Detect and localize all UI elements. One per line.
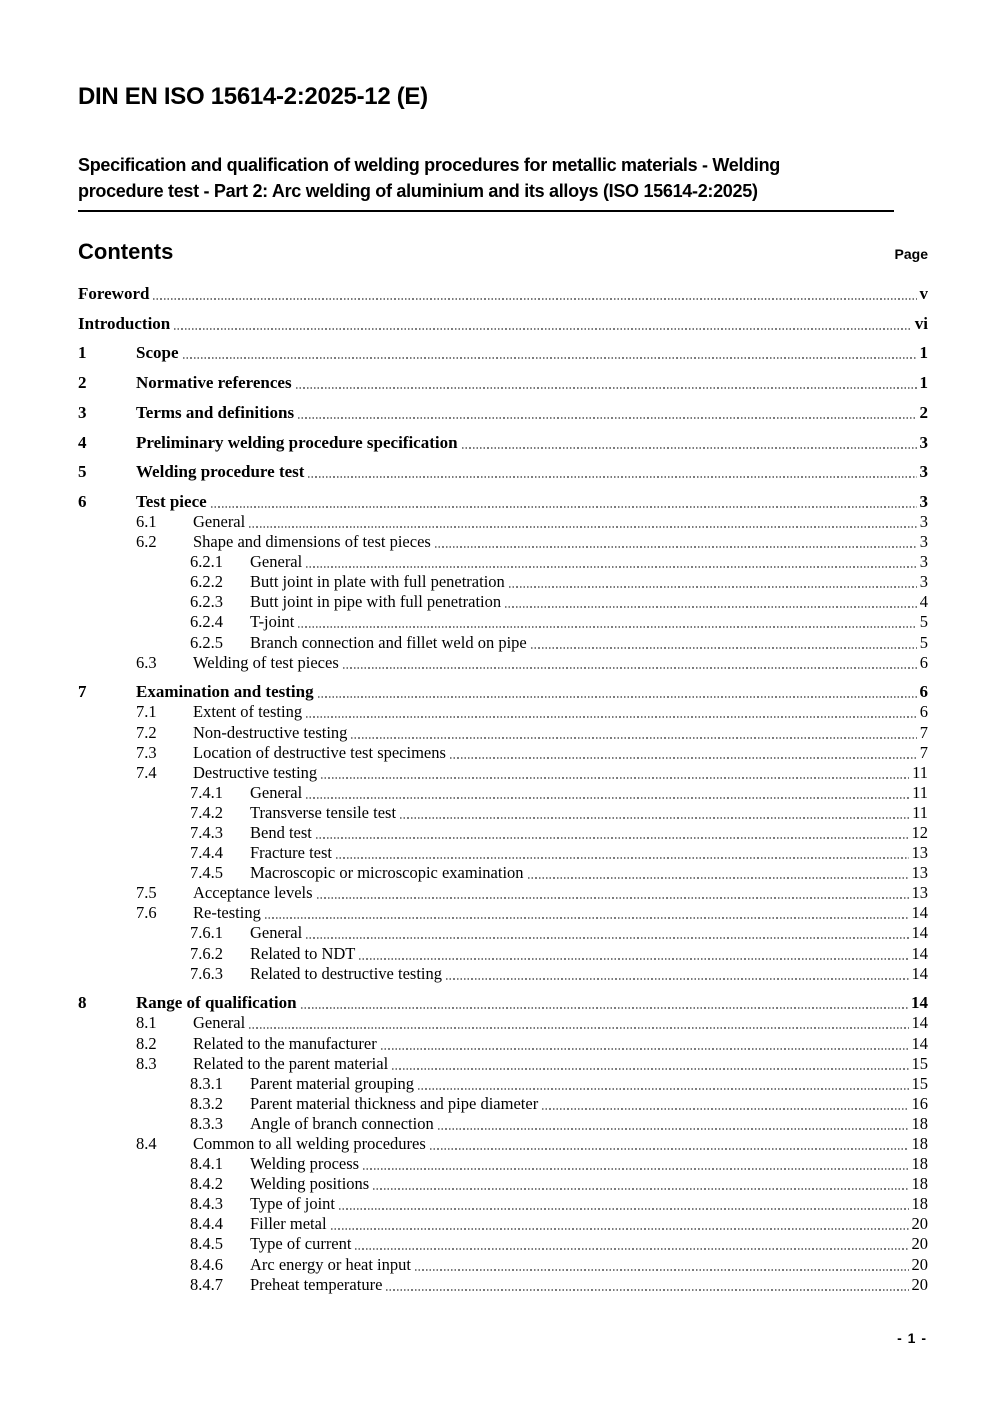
toc-entry-title: Arc energy or heat input	[250, 1254, 411, 1274]
toc-entry	[78, 653, 928, 673]
toc-leader-dots	[249, 526, 917, 528]
toc-entry-number: 8.3.3	[190, 1113, 223, 1133]
toc-entry-number: 7.2	[136, 722, 157, 742]
toc-entry-page: 18	[911, 1154, 928, 1174]
toc-entry-page: vi	[914, 313, 928, 333]
document-title	[78, 152, 894, 212]
toc-entry-number: 8.4.5	[190, 1234, 223, 1254]
toc-entry	[78, 803, 928, 823]
toc-entry-page: 18	[911, 1174, 928, 1194]
toc-entry-number: 8.3	[136, 1053, 157, 1073]
toc-entry	[78, 492, 928, 512]
toc-entry-page: 1	[919, 373, 928, 393]
toc-leader-dots	[339, 1208, 909, 1210]
page-column-label: Page	[894, 246, 928, 262]
toc-leader-dots	[336, 857, 908, 859]
toc-entry-number: 7.6.1	[190, 923, 223, 943]
toc-entry-page: 3	[919, 532, 928, 552]
toc-entry	[78, 823, 928, 843]
toc-entry	[78, 993, 928, 1013]
toc-entry-title: Welding of test pieces	[193, 652, 339, 672]
toc-leader-dots	[318, 696, 917, 698]
toc-entry-title: Welding procedure test	[136, 462, 305, 482]
toc-leader-dots	[153, 298, 916, 300]
toc-entry	[78, 284, 928, 304]
toc-entry-page: 3	[919, 512, 928, 531]
toc-entry	[78, 943, 928, 963]
toc-entry-page: 20	[911, 1274, 928, 1294]
toc-entry-page: 6	[919, 682, 928, 702]
toc-entry	[78, 964, 928, 984]
toc-entry-page: 13	[911, 843, 928, 863]
toc-entry-page: 11	[912, 782, 928, 802]
toc-leader-dots	[531, 647, 917, 649]
toc-entry	[78, 612, 928, 632]
toc-entry-number: 6.2.4	[190, 612, 223, 632]
toc-entry-page: 11	[912, 762, 928, 782]
toc-entry-number: 8.4.4	[190, 1214, 223, 1234]
toc-entry-title: Range of qualification	[136, 993, 297, 1013]
toc-entry	[78, 903, 928, 923]
toc-leader-dots	[435, 546, 917, 548]
toc-entry-title: General	[250, 552, 303, 572]
toc-entry-page: 14	[911, 1013, 928, 1033]
toc-entry-title: Related to the manufacturer	[193, 1033, 377, 1053]
toc-entry	[78, 682, 928, 702]
toc-entry-number: 7.6	[136, 903, 157, 923]
toc-entry	[78, 343, 928, 363]
toc-entry-page: 13	[911, 863, 928, 883]
toc-entry-number: 7.3	[136, 742, 157, 762]
toc-entry-page: 15	[911, 1073, 928, 1093]
toc-leader-dots	[450, 757, 917, 759]
toc-entry-page: 16	[911, 1093, 928, 1113]
toc-entry-number: 6.2.1	[190, 552, 223, 572]
toc-entry-page: 7	[919, 742, 928, 762]
toc-entry-number: 7.4	[136, 762, 157, 782]
toc-entry-title: Examination and testing	[136, 682, 314, 702]
toc-leader-dots	[400, 817, 909, 819]
toc-entry-number: 8.4	[136, 1134, 157, 1153]
toc-leader-dots	[373, 1188, 908, 1190]
toc-entry-title: General	[193, 512, 246, 531]
toc-entry	[78, 1013, 928, 1033]
toc-entry-page: 2	[919, 402, 928, 422]
toc-entry	[78, 783, 928, 803]
toc-entry-title: Type of joint	[250, 1194, 335, 1214]
toc-entry	[78, 863, 928, 883]
toc-entry-title: Extent of testing	[193, 702, 303, 722]
toc-leader-dots	[509, 586, 917, 588]
toc-entry	[78, 512, 928, 532]
toc-entry-page: 11	[912, 802, 928, 822]
toc-entry-title: Preliminary welding procedure specification	[136, 432, 458, 452]
toc-leader-dots	[249, 1027, 908, 1029]
toc-entry-page: 18	[911, 1113, 928, 1133]
toc-entry-number: 8.3.1	[190, 1073, 223, 1093]
toc-entry-title: General	[250, 923, 303, 943]
toc-entry-number: 7.6.3	[190, 963, 223, 983]
toc-entry-title: Introduction	[78, 313, 171, 333]
toc-leader-dots	[430, 1148, 909, 1150]
toc-entry-title: Parent material grouping	[250, 1073, 415, 1093]
toc-entry-number: 7.6.2	[190, 943, 223, 963]
toc-leader-dots	[183, 357, 917, 359]
toc-entry-number: 8.1	[136, 1013, 157, 1033]
toc-entry	[78, 373, 928, 393]
toc-entry-number: 6.2.3	[190, 592, 223, 612]
toc-entry-title: Parent material thickness and pipe diameter	[250, 1093, 539, 1113]
toc-entry-page: 3	[919, 552, 928, 572]
toc-entry-title: Re-testing	[193, 903, 261, 923]
toc-entry	[78, 1174, 928, 1194]
toc-leader-dots	[265, 917, 909, 919]
toc-entry	[78, 592, 928, 612]
toc-entry-page: 6	[919, 652, 928, 672]
toc-entry-page: 14	[911, 943, 928, 963]
toc-entry-number: 7.5	[136, 883, 157, 903]
toc-entry-title: Welding process	[250, 1154, 360, 1174]
toc-entry	[78, 552, 928, 572]
toc-entry-number: 8.4.3	[190, 1194, 223, 1214]
toc-leader-dots	[308, 476, 916, 478]
toc-leader-dots	[359, 958, 908, 960]
toc-entry-title: Destructive testing	[193, 762, 318, 782]
toc-entry-number: 8.3.2	[190, 1093, 223, 1113]
toc-entry-page: 13	[911, 883, 928, 903]
toc-entry	[78, 432, 928, 452]
toc-entry-page: 20	[911, 1254, 928, 1274]
toc-entry-title: Fracture test	[250, 843, 333, 863]
toc-entry-number: 5	[78, 462, 87, 482]
toc-entry	[78, 1094, 928, 1114]
toc-leader-dots	[363, 1168, 908, 1170]
toc-entry-title: Foreword	[78, 284, 150, 304]
toc-entry-page: 5	[919, 612, 928, 632]
toc-entry	[78, 572, 928, 592]
toc-entry-title: Terms and definitions	[136, 402, 295, 422]
toc-entry-title: Non-destructive testing	[193, 722, 348, 742]
toc-leader-dots	[306, 797, 909, 799]
toc-entry-page: 3	[919, 572, 928, 592]
toc-leader-dots	[415, 1269, 909, 1271]
toc-entry-page: 5	[919, 632, 928, 652]
toc-entry-page: 6	[919, 702, 928, 722]
toc-entry-number: 7.4.5	[190, 863, 223, 883]
toc-leader-dots	[381, 1048, 909, 1050]
toc-entry-number: 7	[78, 682, 87, 702]
toc-entry-title: Butt joint in pipe with full penetration	[250, 592, 502, 612]
toc-entry-title: T-joint	[250, 612, 295, 632]
toc-entry-title: Transverse tensile test	[250, 802, 397, 822]
toc-entry-title: Location of destructive test specimens	[193, 742, 446, 762]
toc-entry-title: Butt joint in plate with full penetration	[250, 572, 505, 592]
toc-entry-page: 15	[911, 1053, 928, 1073]
toc-leader-dots	[174, 328, 912, 330]
toc-entry-page: 14	[911, 963, 928, 983]
toc-entry-title: Related to NDT	[250, 943, 356, 963]
toc-leader-dots	[351, 737, 916, 739]
toc-leader-dots	[542, 1108, 908, 1110]
toc-entry-title: Common to all welding procedures	[193, 1134, 426, 1153]
toc-leader-dots	[321, 777, 909, 779]
toc-leader-dots	[505, 606, 917, 608]
toc-entry-number: 1	[78, 343, 87, 363]
toc-entry	[78, 1054, 928, 1074]
toc-entry-number: 6	[78, 491, 87, 511]
toc-leader-dots	[317, 897, 909, 899]
toc-entry	[78, 1134, 928, 1154]
toc-entry-page: 1	[919, 343, 928, 363]
toc-entry-number: 8.2	[136, 1033, 157, 1053]
toc-entry-number: 7.4.1	[190, 782, 223, 802]
toc-entry	[78, 763, 928, 783]
toc-entry-title: Scope	[136, 343, 179, 363]
toc-entry-page: 3	[919, 432, 928, 452]
toc-entry	[78, 1254, 928, 1274]
toc-entry	[78, 1234, 928, 1254]
toc-entry-title: Filler metal	[250, 1214, 327, 1234]
toc-entry	[78, 462, 928, 482]
toc-entry	[78, 923, 928, 943]
toc-entry-page: 4	[919, 592, 928, 612]
toc-entry-title: Related to destructive testing	[250, 963, 442, 983]
toc-entry-title: Related to the parent material	[193, 1053, 389, 1073]
document-title-line-2: procedure test - Part 2: Arc welding of aluminium and its alloys (ISO 15614-2:2025)	[78, 181, 758, 201]
toc-entry-number: 6.3	[136, 652, 157, 672]
toc-leader-dots	[306, 937, 908, 939]
toc-entry-title: Acceptance levels	[193, 883, 313, 903]
toc-leader-dots	[298, 626, 916, 628]
toc-leader-dots	[211, 506, 917, 508]
toc-entry-number: 2	[78, 373, 87, 393]
toc-entry-page: 3	[919, 491, 928, 511]
contents-header-bar	[78, 240, 928, 264]
toc-entry	[78, 1033, 928, 1053]
toc-entry-title: Normative references	[136, 373, 292, 393]
toc-leader-dots	[438, 1128, 909, 1130]
toc-entry-title: Branch connection and fillet weld on pipe	[250, 632, 527, 652]
toc-leader-dots	[306, 716, 917, 718]
toc-leader-dots	[298, 417, 916, 419]
toc-entry-title: Macroscopic or microscopic examination	[250, 863, 524, 883]
toc-entry	[78, 314, 928, 334]
toc-entry	[78, 532, 928, 552]
toc-entry-title: Angle of branch connection	[250, 1113, 434, 1133]
toc-leader-dots	[316, 837, 909, 839]
toc-entry-title: Type of current	[250, 1234, 352, 1254]
toc-leader-dots	[296, 387, 917, 389]
toc-entry	[78, 1114, 928, 1134]
toc-leader-dots	[331, 1228, 909, 1230]
toc-entry-title: General	[250, 782, 303, 802]
toc-entry-page: 20	[911, 1234, 928, 1254]
toc-entry-page: v	[919, 284, 928, 304]
document-code-heading: DIN EN ISO 15614-2:2025-12 (E)	[78, 83, 428, 110]
toc-entry-page: 18	[911, 1134, 928, 1153]
toc-entry	[78, 1275, 928, 1295]
toc-entry-title: General	[193, 1013, 246, 1033]
toc-entry-title: Welding positions	[250, 1174, 370, 1194]
toc-entry	[78, 1154, 928, 1174]
toc-entry-number: 6.2.2	[190, 572, 223, 592]
toc-entry-page: 18	[911, 1194, 928, 1214]
toc-entry-number: 8.4.1	[190, 1154, 223, 1174]
toc-leader-dots	[306, 566, 917, 568]
toc-leader-dots	[446, 978, 909, 980]
toc-leader-dots	[528, 877, 909, 879]
toc-entry-number: 6.1	[136, 512, 157, 531]
page-number-footer: - 1 -	[897, 1330, 927, 1346]
toc-entry	[78, 702, 928, 722]
toc-entry	[78, 883, 928, 903]
toc-entry-number: 7.4.4	[190, 843, 223, 863]
toc-entry-number: 8.4.2	[190, 1174, 223, 1194]
toc-entry-number: 8.4.7	[190, 1274, 223, 1294]
toc-entry-number: 8	[78, 993, 87, 1013]
toc-leader-dots	[343, 667, 917, 669]
toc-leader-dots	[301, 1007, 908, 1009]
toc-entry-number: 7.4.3	[190, 823, 223, 842]
toc-leader-dots	[418, 1088, 908, 1090]
toc-entry-page: 14	[911, 1033, 928, 1053]
toc-entry-page: 14	[911, 903, 928, 923]
toc-entry-page: 3	[919, 462, 928, 482]
toc-entry-page: 14	[911, 993, 928, 1013]
toc-entry-page: 20	[911, 1214, 928, 1234]
toc-entry-title: Test piece	[136, 491, 207, 511]
toc-entry-number: 3	[78, 402, 87, 422]
toc-leader-dots	[386, 1289, 908, 1291]
toc-entry	[78, 403, 928, 423]
toc-entry	[78, 843, 928, 863]
toc-entry	[78, 1194, 928, 1214]
toc-entry	[78, 722, 928, 742]
toc-entry	[78, 743, 928, 763]
toc-entry	[78, 632, 928, 652]
toc-entry-page: 14	[911, 923, 928, 943]
toc-leader-dots	[355, 1248, 908, 1250]
toc-entry	[78, 1214, 928, 1234]
toc-entry-title: Preheat temperature	[250, 1274, 383, 1294]
toc-leader-dots	[462, 447, 917, 449]
toc-entry-title: Shape and dimensions of test pieces	[193, 532, 431, 552]
toc-entry-number: 6.2	[136, 532, 157, 552]
toc-entry-number: 6.2.5	[190, 632, 223, 652]
toc-entry-page: 12	[911, 823, 928, 842]
toc-entry-page: 7	[919, 722, 928, 742]
toc-entry-number: 7.1	[136, 702, 157, 722]
table-of-contents	[78, 284, 928, 1295]
toc-entry-number: 4	[78, 432, 87, 452]
toc-entry-number: 8.4.6	[190, 1254, 223, 1274]
toc-entry	[78, 1074, 928, 1094]
document-title-line-1: Specification and qualification of welding procedures for metallic materials - Welding	[78, 155, 780, 175]
contents-heading: Contents	[78, 239, 174, 264]
toc-leader-dots	[392, 1068, 908, 1070]
toc-entry-number: 7.4.2	[190, 802, 223, 822]
toc-entry-title: Bend test	[250, 823, 312, 842]
